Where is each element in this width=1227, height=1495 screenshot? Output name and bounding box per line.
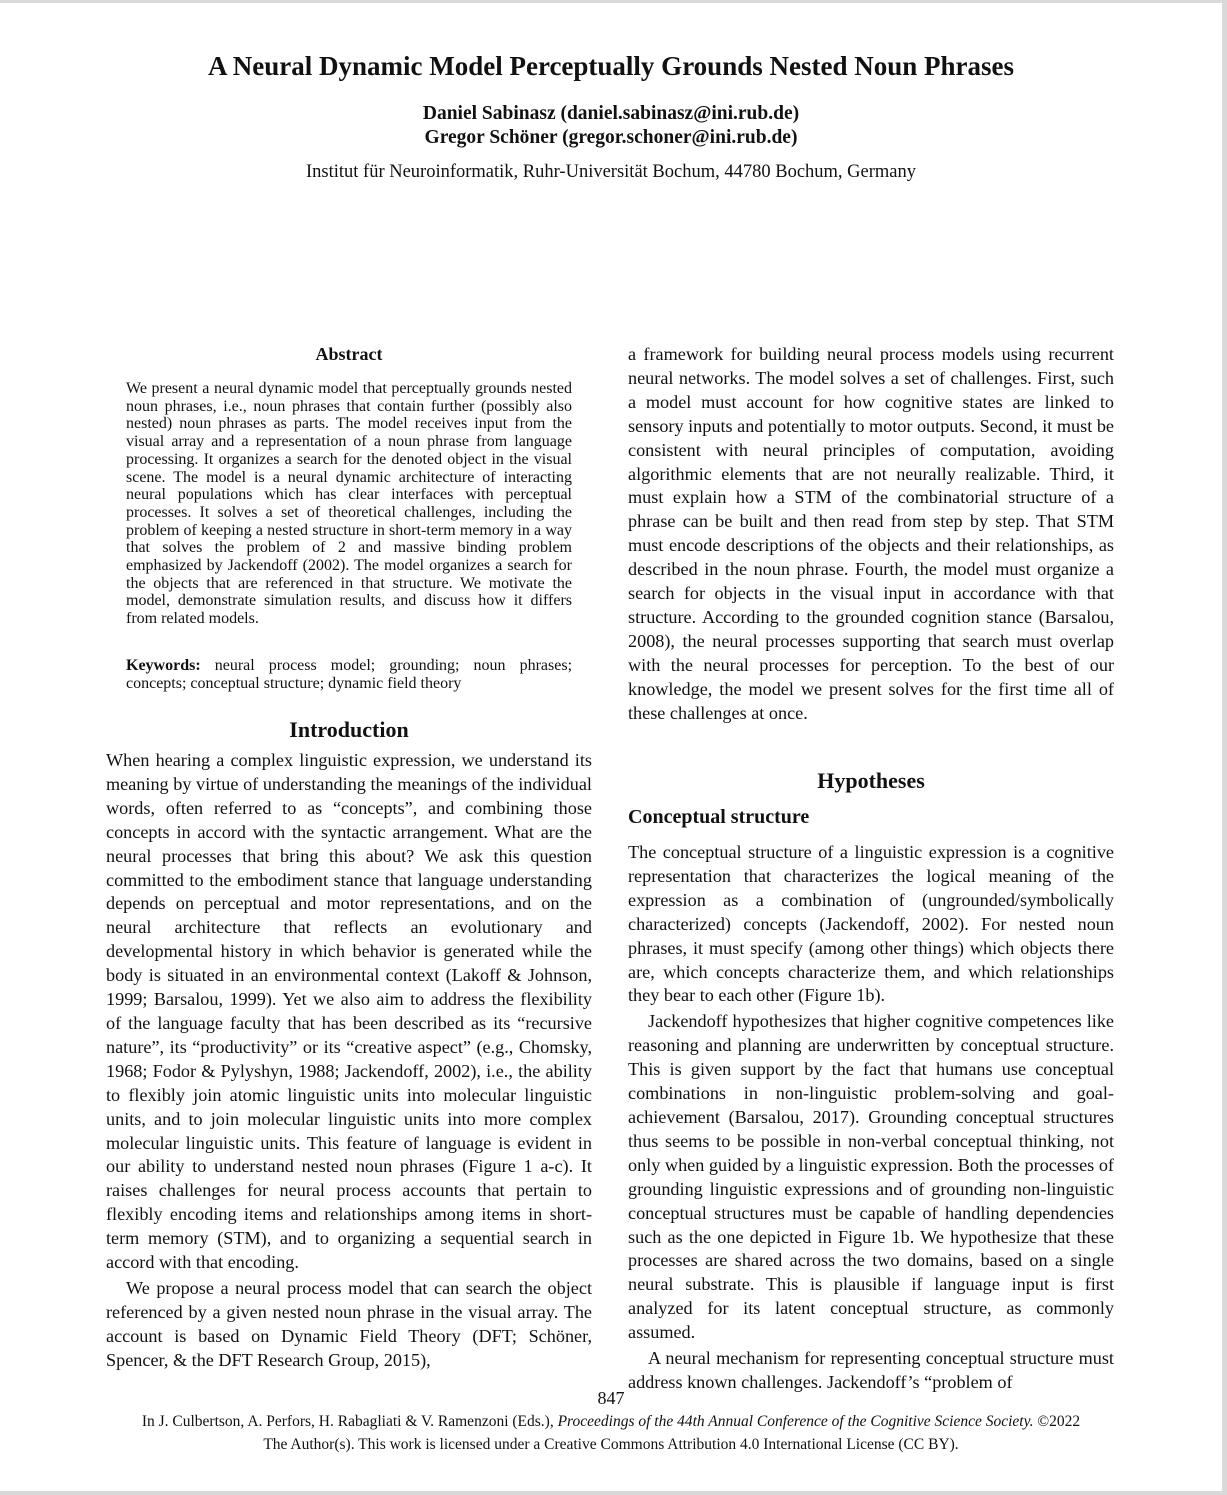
hypotheses-heading: Hypotheses: [817, 768, 925, 793]
footer-citation: [130, 1410, 1092, 1456]
author-1: Daniel Sabinasz (daniel.sabinasz@ini.rub.de): [422, 103, 800, 124]
affiliation: Institut für Neuroinformatik, Ruhr-Universität Bochum, 44780 Bochum, Germany: [305, 162, 917, 182]
introduction-body: [106, 749, 592, 1373]
hyp-paragraph-2: Jackendoff hypothesizes that higher cognitive competences like reasoning and planning are underwritten by conceptual structure. This is given support by the fact that humans use conceptual combinations in non-linguistic problem-solving and goal-achievement (Barsalou, 2017). Grounding conceptual structures thus seems to be possible in non-verbal conceptual thinking, not only when guided by a linguistic expression. Both the processes of grounding linguistic expressions and of grounding non-linguistic conceptual structures must be capable of handling dependencies such as the one depicted in Figure 1b. We hypothesize that these processes are shared across the two domains, based on a single neural substrate. This is plausible if language input is first analyzed for its latent conceptual structure, as commonly assumed.: [628, 1011, 1114, 1343]
hyp-paragraph-1: The conceptual structure of a linguistic expression is a cognitive representation that characterizes the logical meaning of the expression as a combination of (ungrounded/symbolically characterized) concepts (Jackendoff, 2002). For nested noun phrases, it must specify (among other things) which objects there are, which concepts characterize them, and which relationships they bear to each other (Figure 1b).: [628, 842, 1114, 1006]
abstract-heading: Abstract: [315, 344, 383, 364]
paper-title: A Neural Dynamic Model Perceptually Grounds Nested Noun Phrases: [208, 51, 1014, 81]
author-2: Gregor Schöner (gregor.schoner@ini.rub.de): [424, 127, 798, 148]
page-number: 847: [597, 1388, 625, 1408]
hypotheses-body: [628, 841, 1114, 1395]
footer-proceedings: Proceedings of the 44th Annual Conference of the Cognitive Science Society.: [557, 1413, 1034, 1430]
keywords-label: Keywords:: [126, 657, 201, 674]
footer-license: ©2022 The Author(s). This work is licensed under a Creative Commons Attribution 4.0 International License (CC BY).: [263, 1413, 1081, 1453]
keywords-text: neural process model; grounding; noun phrases; concepts; conceptual structure; dynamic field theory: [126, 657, 573, 692]
paper-page: [0, 3, 1222, 1491]
intro-paragraph-1: When hearing a complex linguistic expression, we understand its meaning by virtue of understanding the meanings of the individual words, often referred to as “concepts”, and combining those concepts in accord with the syntactic arrangement. What are the neural processes that bring this about? We ask this question committed to the embodiment stance that language understanding depends on perceptual and motor representations, and on the neural architecture that reflects an evolutionary and developmental history in which behavior is generated while the body is situated in an environmental context (Lakoff & Johnson, 1999; Barsalou, 1999). Yet we also aim to address the flexibility of the language faculty that has been described as its “recursive nature”, its “productivity” or its “creative aspect” (e.g., Chomsky, 1968; Fodor & Pylyshyn, 1988; Jackendoff, 2002), i.e., the ability to flexibly join atomic linguistic units into molecular linguistic units, and to join molecular linguistic units into more complex molecular linguistic units. This feature of language is evident in our ability to understand nested noun phrases (Figure 1 a-c). It raises challenges for neural process accounts that pertain to flexibly encoding items and relationships among items in short-term memory (STM), and to organizing a sequential search in accord with that encoding.: [106, 750, 592, 1273]
abstract-text: We present a neural dynamic model that perceptually grounds nested noun phrases, i.e., noun phrases that contain further (possibly also nested) noun phrases as parts. The model receives input from the visual array and a representation of a noun phrase from language processing. It organizes a search for the denoted object in the visual scene. The model is a neural dynamic architecture of interacting neural populations which has clear interfaces with perceptual processes. It solves a set of theoretical challenges, including the problem of keeping a nested structure in short-term memory in a way that solves the problem of 2 and massive binding problem emphasized by Jackendoff (2002). The model organizes a search for the objects that are referenced in that structure. We motivate the model, demonstrate simulation results, and discuss how it differs from related models.: [126, 380, 572, 628]
right-column-continuation: a framework for building neural process models using recurrent neural networks. The model solves a set of challenges. First, such a model must account for how cognitive states are linked to sensory inputs and potentially to motor outputs. Second, it must be consistent with neural principles of computation, avoiding algorithmic elements that are not neurally realizable. Third, it must explain how a STM of the combinatorial structure of a phrase can be built and then read from step by step. That STM must encode descriptions of the objects and their relationships, as described in the noun phrase. Fourth, the model must organize a search for objects in the visual input in accordance with that structure. According to the grounded cognition stance (Barsalou, 2008), the neural processes supporting that search must overlap with the neural processes for perception. To the best of our knowledge, the model we present solves for the first time all of these challenges at once.: [628, 344, 1114, 723]
hyp-paragraph-3: A neural mechanism for representing conceptual structure must address known challenges. Jackendoff’s “problem of: [628, 1348, 1114, 1392]
keywords: [126, 657, 572, 693]
conceptual-structure-heading: Conceptual structure: [628, 806, 810, 828]
footer-prefix: In J. Culbertson, A. Perfors, H. Rabagliati & V. Ramenzoni (Eds.),: [141, 1413, 554, 1430]
intro-paragraph-2: We propose a neural process model that can search the object referenced by a given nested noun phrase in the visual array. The account is based on Dynamic Field Theory (DFT; Schöner, Spencer, & the DFT Research Group, 2015),: [106, 1277, 592, 1370]
introduction-heading: Introduction: [289, 717, 409, 742]
